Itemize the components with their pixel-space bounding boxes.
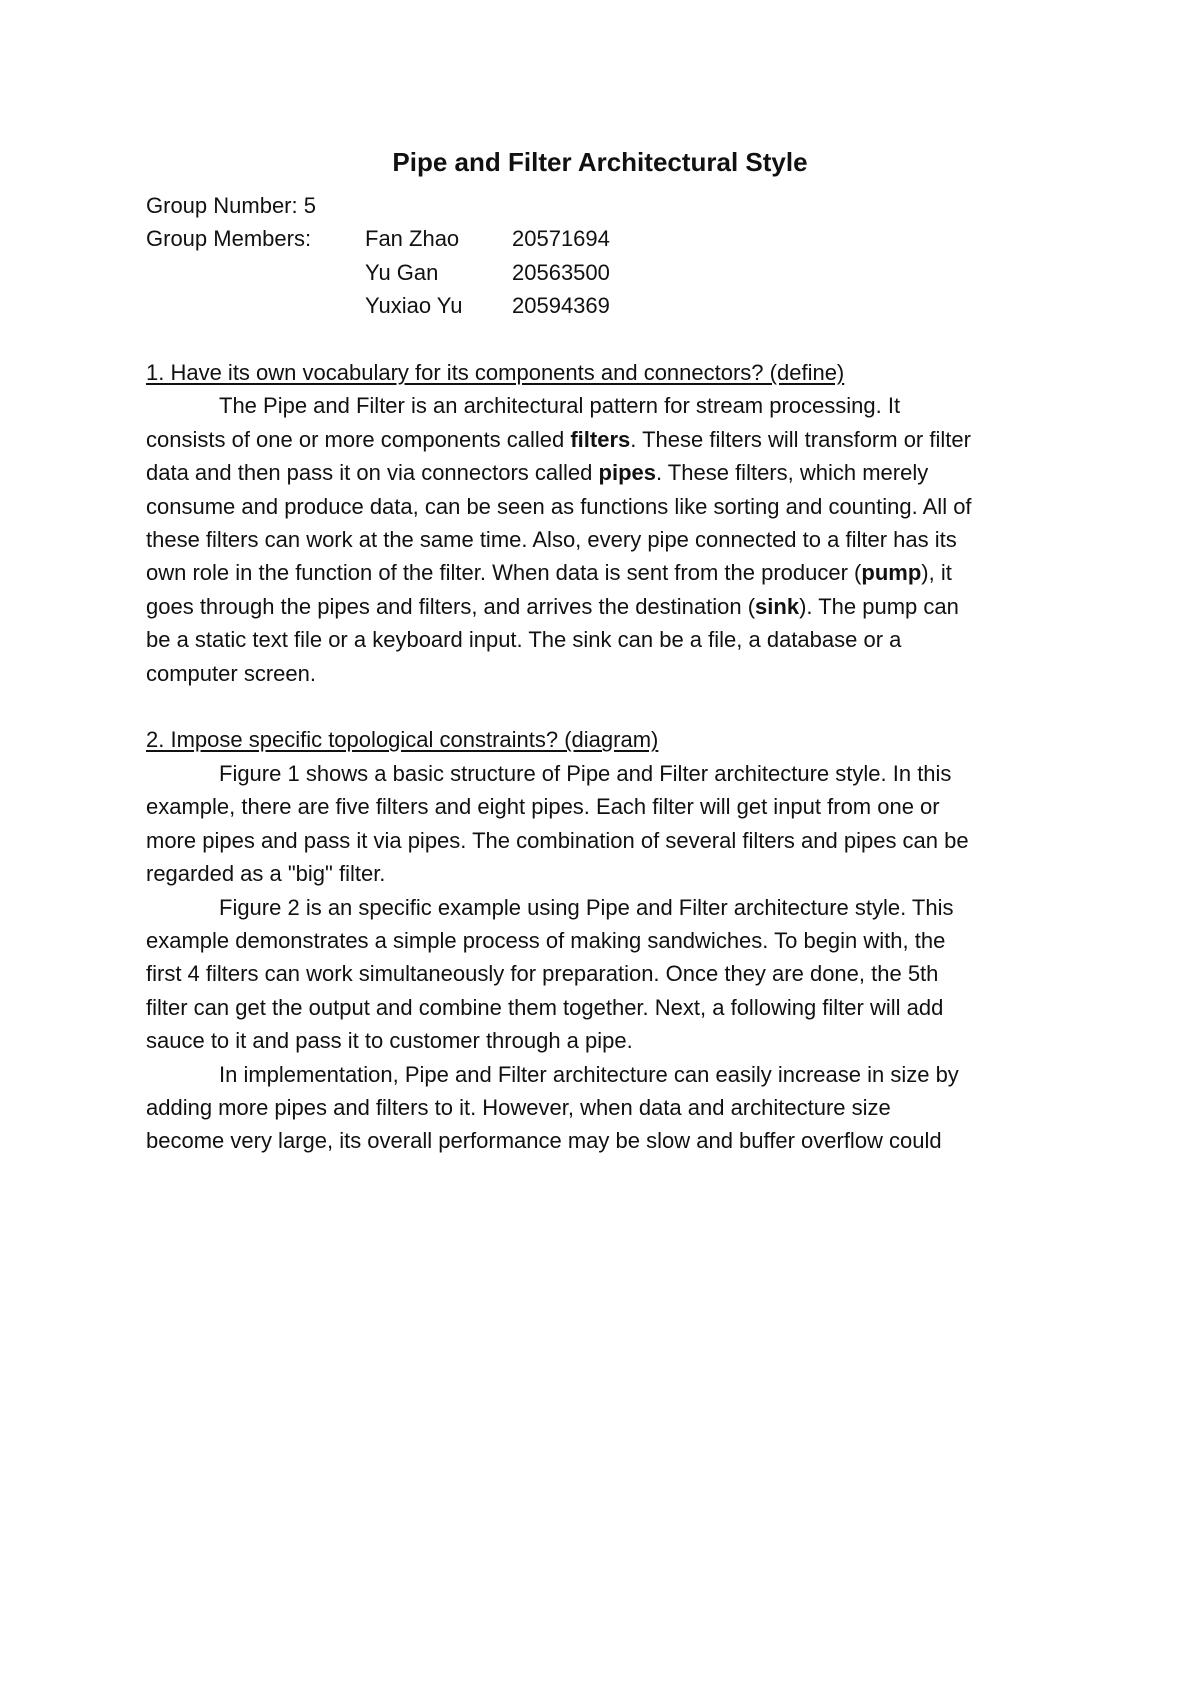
text-line: computer screen.: [146, 660, 316, 686]
member-name: Fan Zhao: [365, 226, 460, 252]
text-line: first 4 filters can work simultaneously for preparation. Once they are done, the 5th: [146, 961, 939, 987]
text-line: The Pipe and Filter is an architectural pattern for stream processing. It: [219, 393, 901, 419]
text-line: Figure 1 shows a basic structure of Pipe and Filter architecture style. In this: [219, 760, 952, 786]
group-number-line: [146, 189, 1066, 222]
text-line: consists of one or more components called filters. These filters will transform or filter: [146, 426, 971, 452]
text-line: more pipes and pass it via pipes. The combination of several filters and pipes can be: [146, 827, 969, 853]
text-line: Figure 2 is an specific example using Pipe and Filter architecture style. This: [219, 894, 954, 920]
section-1-heading: 1. Have its own vocabulary for its components and connectors? (define): [146, 360, 845, 386]
text-line: regarded as a "big" filter.: [146, 861, 386, 887]
document-body: [146, 145, 1066, 1158]
section-2-heading: 2. Impose specific topological constraints? (diagram): [146, 727, 659, 753]
text-line: consume and produce data, can be seen as functions like sorting and counting. All of: [146, 493, 972, 519]
text-line: these filters can work at the same time. Also, every pipe connected to a filter has its: [146, 527, 957, 553]
text-line: adding more pipes and filters to it. However, when data and architecture size: [146, 1094, 891, 1120]
term-pipes: pipes: [598, 460, 656, 486]
member-id: 20563500: [512, 259, 610, 285]
text-line: data and then pass it on via connectors called pipes. These filters, which merely: [146, 460, 929, 486]
text-line: filter can get the output and combine them together. Next, a following filter will add: [146, 994, 944, 1020]
text-line: In implementation, Pipe and Filter architecture can easily increase in size by: [219, 1061, 959, 1087]
member-name: Yuxiao Yu: [365, 293, 463, 319]
text-line: become very large, its overall performance may be slow and buffer overflow could: [146, 1128, 942, 1154]
group-number: Group Number: 5: [146, 193, 316, 218]
member-id: 20571694: [512, 226, 610, 252]
term-filters: filters: [570, 426, 631, 452]
term-sink: sink: [755, 593, 800, 619]
member-name: Yu Gan: [365, 259, 439, 285]
member-id: 20594369: [512, 293, 610, 319]
member-row: [146, 289, 1066, 322]
group-members-label: Group Members:: [146, 226, 312, 252]
section-2-paragraph-1: [146, 757, 1066, 891]
section-1-paragraph: [146, 389, 1066, 690]
section-2-paragraph-2: [146, 891, 1066, 1058]
term-pump: pump: [861, 560, 922, 586]
text-line: example, there are five filters and eight pipes. Each filter will get input from one or: [146, 794, 940, 820]
section-2-paragraph-3: [146, 1058, 1066, 1158]
text-line: sauce to it and pass it to customer through a pipe.: [146, 1028, 633, 1054]
member-row: [146, 222, 1066, 255]
text-line: own role in the function of the filter. When data is sent from the producer (pump), it: [146, 560, 952, 586]
text-line: be a static text file or a keyboard input. The sink can be a file, a database or a: [146, 627, 902, 653]
text-line: example demonstrates a simple process of making sandwiches. To begin with, the: [146, 927, 946, 953]
text-line: goes through the pipes and filters, and arrives the destination (sink). The pump can: [146, 593, 959, 619]
document-title: Pipe and Filter Architectural Style: [392, 147, 808, 177]
member-row: [146, 256, 1066, 289]
